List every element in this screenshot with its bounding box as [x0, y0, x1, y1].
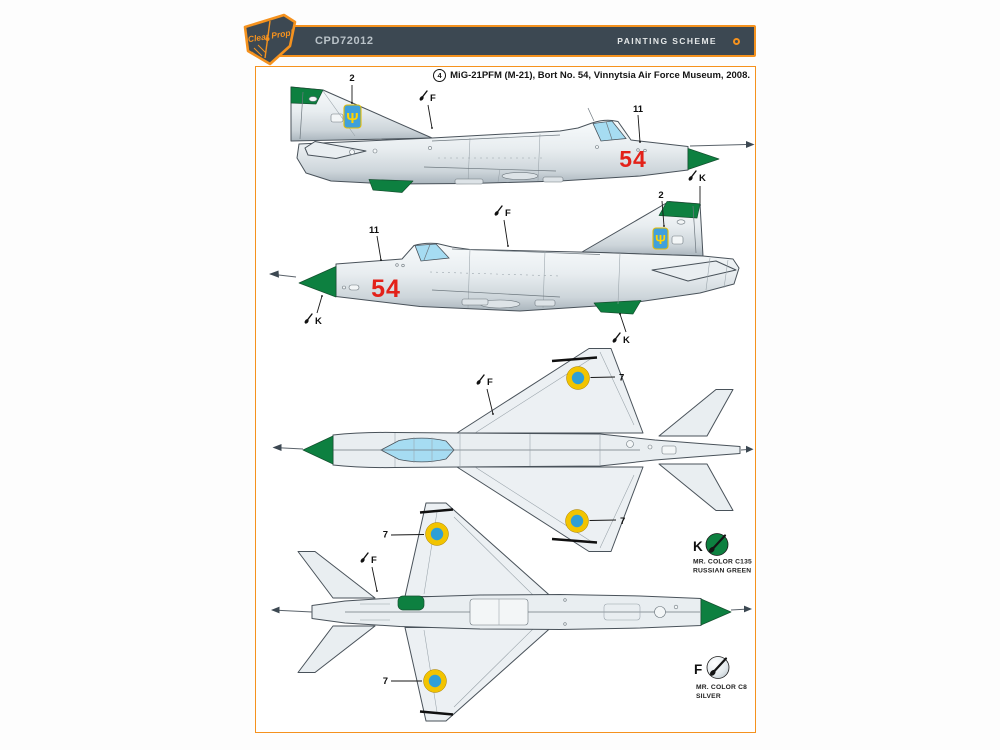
legend-code-k: K	[693, 539, 703, 554]
ventral-fin-green	[594, 301, 641, 315]
callout-7: 7	[382, 529, 388, 541]
legend-russian-green	[693, 534, 752, 575]
bort-number: 54	[619, 146, 647, 172]
legend-silver	[694, 657, 747, 701]
paintbrush-icon	[476, 375, 484, 385]
svg-text:K: K	[623, 335, 630, 346]
ventral-fin-green	[369, 180, 413, 193]
legend-code-f: F	[694, 662, 703, 677]
legend-paint-f: MR. COLOR C8	[696, 684, 748, 691]
paintbrush-icon	[612, 333, 620, 343]
callout-2: 2	[349, 73, 355, 84]
view-profile-port	[269, 190, 739, 346]
callout-k	[612, 333, 630, 346]
svg-text:F: F	[505, 208, 511, 219]
legend-name-k: RUSSIAN GREEN	[693, 567, 752, 575]
paintbrush-icon	[304, 314, 312, 324]
scheme-title-text: MiG-21PFM (M-21), Bort No. 54, Vinnytsia Air Force Museum, 2008.	[450, 70, 750, 81]
callout-k	[688, 171, 706, 184]
svg-text:F: F	[487, 377, 493, 388]
paintbrush-icon	[360, 553, 368, 563]
bort-number: 54	[371, 275, 401, 303]
tailplane-left	[659, 464, 733, 511]
roundel-blue	[572, 372, 584, 384]
view-profile-starboard	[291, 73, 755, 206]
legend-paint-k: MR. COLOR C135	[693, 558, 752, 566]
radome-green	[299, 267, 336, 298]
paintbrush-icon	[419, 91, 427, 101]
paintbrush-icon	[688, 171, 696, 181]
callout-7: 7	[619, 372, 625, 384]
radome-green	[303, 436, 333, 464]
scheme-number-badge: 4	[433, 69, 446, 82]
callout-2: 2	[658, 190, 664, 201]
trident-icon: Ψ	[655, 232, 666, 247]
paintbrush-icon	[494, 206, 502, 216]
callout-k	[304, 314, 322, 327]
logo-text: Clear Prop!	[247, 27, 294, 45]
wing-top-right	[457, 349, 643, 434]
tailplane-starboard	[298, 626, 375, 673]
product-code: CPD72012	[315, 35, 374, 47]
view-bottom	[271, 503, 752, 721]
roundel-blue	[429, 675, 441, 687]
callout-7: 7	[620, 516, 626, 527]
wing-bottom-port	[405, 503, 551, 597]
callout-11: 11	[368, 225, 380, 236]
radome-green	[701, 599, 731, 625]
view-top	[273, 349, 754, 552]
roundel-blue	[571, 515, 583, 527]
callout-11: 11	[632, 104, 644, 115]
svg-text:K: K	[315, 316, 322, 327]
callout-f	[494, 206, 511, 219]
callout-f	[476, 375, 493, 388]
callout-7: 7	[382, 676, 388, 687]
radome-green	[688, 149, 719, 170]
roundel-blue	[431, 528, 443, 540]
svg-text:K: K	[699, 173, 706, 184]
legend-name-f: SILVER	[696, 693, 721, 700]
tailplane-right	[659, 390, 733, 437]
callout-f	[419, 91, 436, 104]
callout-f	[360, 553, 377, 566]
trident-icon: Ψ	[346, 110, 359, 127]
fuselage-green-patch	[398, 596, 424, 610]
section-title: PAINTING SCHEME	[617, 36, 717, 46]
svg-text:F: F	[371, 555, 377, 566]
svg-text:F: F	[430, 93, 436, 104]
